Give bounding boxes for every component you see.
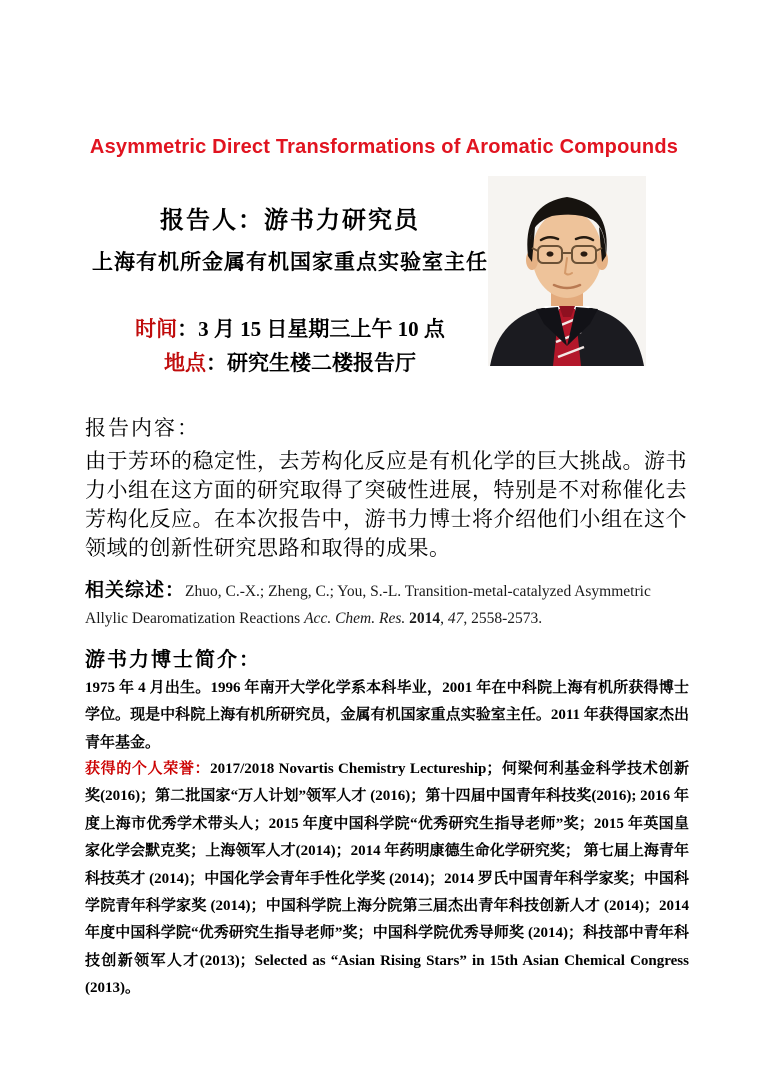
reference-year: 2014 bbox=[405, 610, 441, 627]
speaker-photo bbox=[488, 176, 646, 366]
honors-label: 获得的个人荣誉： bbox=[85, 761, 211, 777]
honors-paragraph bbox=[85, 756, 689, 1003]
speaker-affiliation: 上海有机所金属有机国家重点实验室主任 bbox=[92, 250, 488, 274]
time-row bbox=[75, 312, 505, 346]
place-value: ：研究生楼二楼报告厅 bbox=[206, 351, 416, 375]
reference-authors: Zhuo, C.-X.; Zheng, C.; You, S.-L. Transition-metal-catalyzed Asymmetric Allylic Dearomatization Reactions bbox=[85, 583, 651, 627]
bio-heading: 游书力博士简介： bbox=[85, 649, 261, 671]
reference-paragraph bbox=[85, 577, 689, 632]
time-value: ：3 月 15 日星期三上午 10 点 bbox=[177, 317, 445, 341]
reference-journal: Acc. Chem. Res. bbox=[304, 610, 406, 627]
reference-volume: 47 bbox=[447, 610, 464, 627]
place-row bbox=[75, 346, 505, 380]
reference-volume-sep: , bbox=[440, 610, 448, 627]
schedule-block bbox=[75, 312, 505, 380]
seminar-title: Asymmetric Direct Transformations of Aromatic Compounds bbox=[89, 136, 679, 158]
speaker-name-line: 报告人：游书力研究员 bbox=[160, 208, 420, 234]
bio-text: 1975 年 4 月出生。1996 年南开大学化学系本科毕业，2001 年在中科院上海有机所获得博士学位。现是中科院上海有机所研究员，金属有机国家重点实验室主任。2011 年获得国家杰出青年基金。 bbox=[85, 680, 689, 751]
place-label: 地点 bbox=[164, 351, 206, 375]
abstract-text: 由于芳环的稳定性，去芳构化反应是有机化学的巨大挑战。游书力小组在这方面的研究取得了突破性进展，特别是不对称催化去芳构化反应。在本次报告中，游书力博士将介绍他们小组在这个领域的创新性研究思路和取得的成果。 bbox=[85, 449, 687, 560]
reference-pages: , 2558-2573. bbox=[463, 610, 543, 627]
reference-label: 相关综述： bbox=[85, 580, 186, 601]
time-label: 时间 bbox=[135, 317, 178, 341]
speaker-portrait-illustration bbox=[488, 176, 646, 366]
honors-text: 2017/2018 Novartis Chemistry Lectureship；何梁何利基金科学技术创新奖(2016)；第二批国家“万人计划”领军人才 (2016)；第十四届中国青年科技奖(2016); 2016 年度上海市优秀学术带头人；2015 年度中国科学院“优秀研究生指导老师”奖；2015 年英国皇家化学会默克奖；上海领军人才(2014)；2014 年药明康德生命化学研究奖； 第七届上海青年科技英才 (2014)；中国化学会青年手性化学奖 (2014)；2014 罗氏中国青年科学家奖；中国科学院青年科学家奖 (2014)；中国科学院上海分院第三届杰出青年科技创新人才 (2014)；2014 年度中国科学院“优秀研究生指导老师”奖；中国科学院优秀导师奖 (2014)；科技部中青年科技创新领军人才(2013)；Selected as “Asian Rising Stars” in 15th Asian Chemical Congress (2013)。 bbox=[85, 761, 689, 997]
abstract-heading: 报告内容： bbox=[85, 416, 200, 440]
